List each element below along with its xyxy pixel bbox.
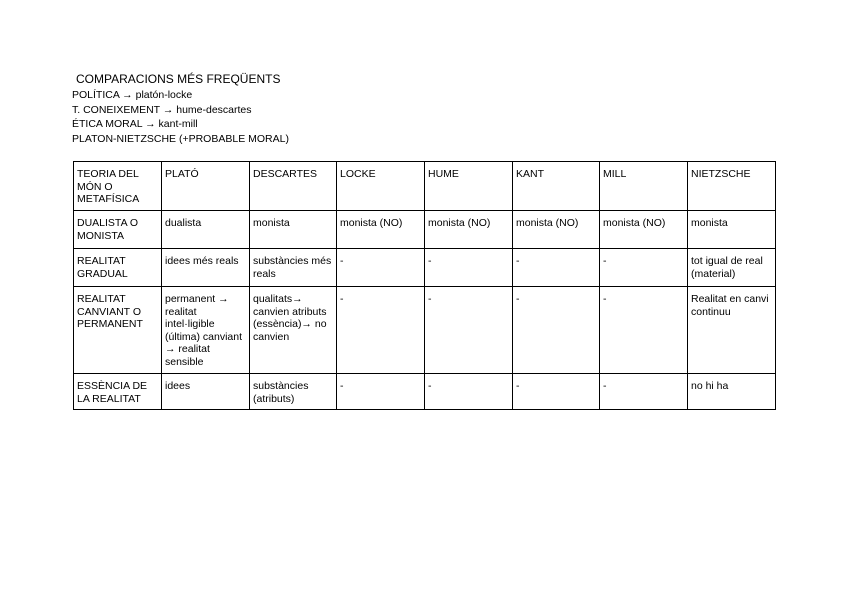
table-cell: dualista — [162, 211, 250, 249]
table-cell: idees — [162, 374, 250, 410]
table-cell: monista — [250, 211, 337, 249]
header-cell: LOCKE — [337, 162, 425, 211]
table-row — [74, 374, 776, 410]
note-coneixement: T. CONEIXEMENT → hume-descartes — [72, 103, 252, 116]
header-notes — [72, 72, 289, 146]
table-cell: REALITAT GRADUAL — [74, 249, 162, 287]
table-cell: - — [337, 249, 425, 287]
table-cell: substàncies (atributs) — [250, 374, 337, 410]
table-cell: - — [600, 287, 688, 374]
table-cell: - — [425, 287, 513, 374]
header-cell: HUME — [425, 162, 513, 211]
table-cell: - — [425, 374, 513, 410]
table-cell: - — [513, 374, 600, 410]
header-cell: KANT — [513, 162, 600, 211]
table-cell: ESSÈNCIA DE LA REALITAT — [74, 374, 162, 410]
table-cell: no hi ha — [688, 374, 776, 410]
table-cell: monista — [688, 211, 776, 249]
table-cell: REALITAT CANVIANT O PERMANENT — [74, 287, 162, 374]
table-cell: - — [337, 374, 425, 410]
table-cell: DUALISTA O MONISTA — [74, 211, 162, 249]
table-cell: monista (NO) — [425, 211, 513, 249]
table-cell: tot igual de real (material) — [688, 249, 776, 287]
table-cell: monista (NO) — [337, 211, 425, 249]
header-cell: NIETZSCHE — [688, 162, 776, 211]
header-cell: MILL — [600, 162, 688, 211]
table-cell: permanent → realitat intel·ligible (última) canviant → realitat sensible — [162, 287, 250, 374]
table-cell: idees més reals — [162, 249, 250, 287]
table-cell: - — [600, 374, 688, 410]
table-cell: substàncies més reals — [250, 249, 337, 287]
table-cell: monista (NO) — [513, 211, 600, 249]
table-cell: - — [513, 287, 600, 374]
table-row — [74, 287, 776, 374]
table-cell: - — [425, 249, 513, 287]
header-cell: DESCARTES — [250, 162, 337, 211]
table-cell: - — [513, 249, 600, 287]
header-cell: TEORIA DEL MÓN O METAFÍSICA — [74, 162, 162, 211]
header-cell: PLATÓ — [162, 162, 250, 211]
page-title: COMPARACIONS MÉS FREQÜENTS — [76, 72, 281, 86]
table-cell: - — [337, 287, 425, 374]
table-row — [74, 211, 776, 249]
table-cell: qualitats→ canvien atributs (essència)→ no canvien — [250, 287, 337, 374]
comparison-table — [73, 161, 776, 410]
table-cell: Realitat en canvi continuu — [688, 287, 776, 374]
table-cell: - — [600, 249, 688, 287]
table-header-row — [74, 162, 776, 211]
table-cell: monista (NO) — [600, 211, 688, 249]
note-etica-moral: ÉTICA MORAL → kant-mill — [72, 118, 198, 130]
table-row — [74, 249, 776, 287]
note-platon-nietzsche: PLATON-NIETZSCHE (+PROBABLE MORAL) — [72, 132, 289, 145]
note-politica: POLÍTICA → platón-locke — [72, 89, 193, 101]
